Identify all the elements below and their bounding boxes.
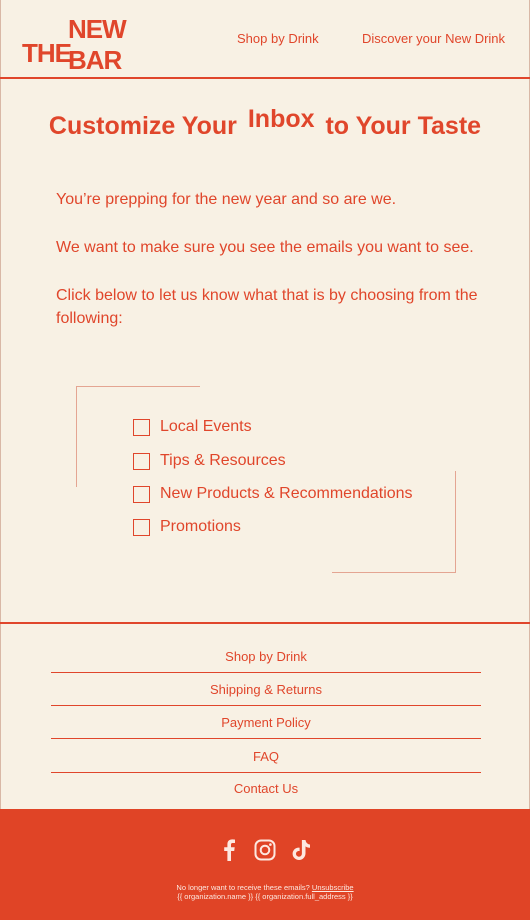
option-label: Tips & Resources xyxy=(160,452,286,469)
body-paragraph-3: Click below to let us know what that is by choosing from the following: xyxy=(56,287,478,327)
tiktok-icon[interactable] xyxy=(290,838,312,862)
option-promotions[interactable] xyxy=(133,516,241,538)
logo-text-new-bar: NEW BAR xyxy=(68,14,126,75)
headline-part-1: Customize Your xyxy=(48,112,237,140)
checkbox[interactable] xyxy=(133,519,150,536)
brand-logo[interactable] xyxy=(22,14,182,75)
option-label: Local Events xyxy=(160,418,252,435)
logo-text-the: THE xyxy=(22,38,71,68)
headline xyxy=(0,105,530,141)
nav-discover-new-drink[interactable]: Discover your New Drink xyxy=(362,31,506,46)
unsubscribe-link[interactable]: Unsubscribe xyxy=(311,883,354,892)
option-label: Promotions xyxy=(160,518,241,535)
email-header xyxy=(0,0,530,79)
checkbox[interactable] xyxy=(133,419,150,436)
checkbox[interactable] xyxy=(133,486,150,503)
footer-link-payment-policy[interactable]: Payment Policy xyxy=(51,706,481,739)
footer-band xyxy=(0,809,530,920)
body-paragraph-2: We want to make sure you see the emails you want to see. xyxy=(56,239,474,256)
headline-raised-word: Inbox xyxy=(247,105,315,133)
nav-shop-by-drink[interactable]: Shop by Drink xyxy=(237,31,319,46)
footer-link-shipping-returns[interactable]: Shipping & Returns xyxy=(51,673,481,706)
footer-link-contact-us[interactable]: Contact Us xyxy=(233,781,299,796)
unsubscribe-notice xyxy=(0,883,530,901)
option-local-events[interactable] xyxy=(133,416,252,438)
unsubscribe-prefix: No longer want to receive these emails? xyxy=(176,883,310,892)
option-tips-resources[interactable] xyxy=(133,450,286,472)
instagram-icon[interactable] xyxy=(254,838,276,862)
option-label: New Products & Recommendations xyxy=(160,485,413,502)
option-new-products[interactable] xyxy=(133,483,413,505)
body-paragraph-1: You’re prepping for the new year and so are we. xyxy=(56,191,397,208)
headline-part-2: to Your Taste xyxy=(325,112,482,140)
footer-link-faq[interactable]: FAQ xyxy=(51,740,481,773)
footer-link-shop-by-drink[interactable]: Shop by Drink xyxy=(51,640,481,673)
footer-divider xyxy=(0,622,530,624)
checkbox[interactable] xyxy=(133,453,150,470)
facebook-icon[interactable] xyxy=(218,838,240,862)
social-links xyxy=(0,838,530,862)
organization-address: {{ organization.name }} {{ organization.full_address }} xyxy=(177,892,353,901)
